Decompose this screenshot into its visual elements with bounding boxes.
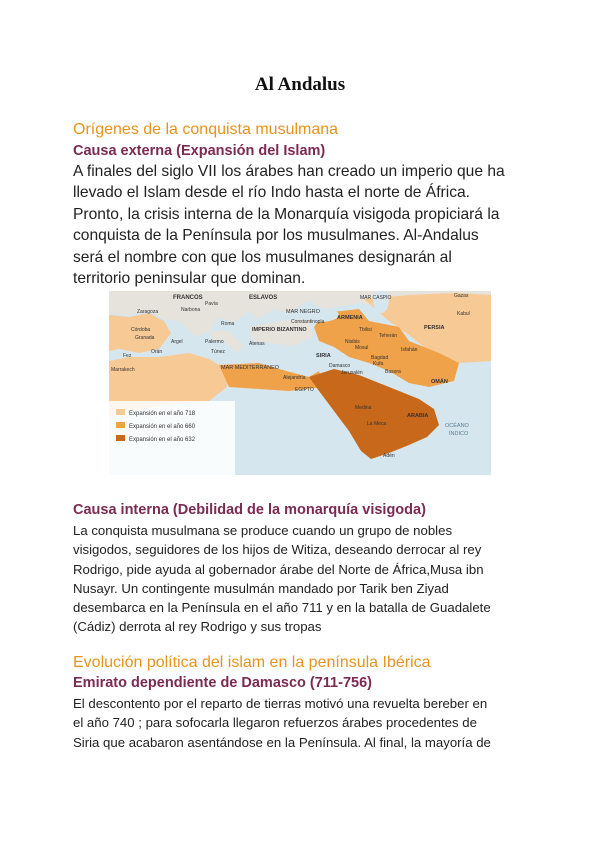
- map-label-oceano: OCÉANO: [445, 423, 469, 429]
- expansion-map: [109, 291, 491, 475]
- map-label-aden: Adén: [383, 453, 395, 459]
- map-label-damasco: Damasco: [329, 363, 351, 369]
- map-label-gazas: Gazas: [454, 293, 469, 299]
- legend-swatch-632: [116, 435, 125, 441]
- map-label-medina: Medina: [355, 405, 372, 411]
- text-line: (Cádiz) derrota al rey Rodrigo y sus tropas: [73, 619, 322, 635]
- legend-label-632: Expansión en el año 632: [129, 437, 196, 443]
- legend-swatch-660: [116, 422, 125, 428]
- map-label-mar-negro: MAR NEGRO: [286, 309, 320, 315]
- map-label-atenas: Atenas: [249, 341, 265, 347]
- text-line: A finales del siglo VII los árabes han creado un imperio que ha: [73, 163, 505, 180]
- map-label-egipto: EGIPTO: [295, 387, 314, 393]
- map-label-teheran: Teherán: [379, 333, 398, 339]
- map-label-roma: Roma: [221, 321, 235, 327]
- map-label-fez: Fez: [123, 353, 132, 359]
- map-label-bagdad: Bagdad: [371, 355, 389, 361]
- paragraph-causa-externa: [73, 161, 523, 289]
- text-line: La conquista musulmana se produce cuando un grupo de nobles: [73, 523, 453, 538]
- legend-label-660: Expansión en el año 660: [129, 424, 196, 430]
- text-line: visigodos, seguidores de los hijos de Witiza, deseando derrocar al rey: [73, 542, 482, 558]
- text-line: Pronto, la crisis interna de la Monarquía visigoda propiciará la: [73, 205, 500, 223]
- text-line: Nusayr. Un contingente musulmán mandado por Tarik ben Ziyad: [73, 580, 449, 596]
- map-label-kufa: Kufa: [373, 361, 384, 367]
- map-label-cordoba: Córdoba: [131, 327, 151, 333]
- map-label-marrakech: Marrakech: [111, 367, 135, 373]
- map-label-imperio-bizantino: IMPERIO BIZANTINO: [252, 327, 307, 333]
- subheading-causa-interna: Causa interna (Debilidad de la monarquía visigoda): [73, 502, 426, 518]
- map-label-oman: OMÁN: [431, 379, 448, 385]
- map-label-isfahan: Isfahán: [401, 347, 418, 353]
- text-line: será el nombre con que los musulmanes designarán al: [73, 248, 452, 266]
- text-line: llevado el Islam desde el río Indo hasta el norte de África.: [73, 184, 471, 202]
- section-heading-origenes: Orígenes de la conquista musulmana: [73, 121, 339, 138]
- map-label-zaragoza: Zaragoza: [137, 309, 159, 315]
- map-label-palermo: Palermo: [205, 339, 224, 345]
- section-heading-evolucion: Evolución política del islam en la península Ibérica: [73, 654, 431, 671]
- map-label-tunez: Túnez: [211, 349, 225, 355]
- text-line: desembarca en la Península en el año 711 y en la batalla de Guadalete: [73, 600, 491, 616]
- text-line: Rodrigo, pide ayuda al gobernador árabe del Norte de África,Musa ibn: [73, 561, 484, 577]
- map-label-tbilisi: Tbilisi: [359, 327, 372, 333]
- paragraph-emirato: [73, 694, 523, 752]
- map-label-argel: Argel: [171, 339, 183, 345]
- map-label-mar-mediterraneo: MAR MEDITERRÁNEO: [221, 365, 280, 371]
- map-label-indico: ÍNDICO: [449, 431, 469, 437]
- map-label-persia: PERSIA: [424, 325, 445, 331]
- map-label-narbona: Narbona: [181, 307, 201, 313]
- map-label-constantinopla: Constantinopla: [291, 319, 325, 325]
- text-line: El descontento por el reparto de tierras motivó una revuelta bereber en: [73, 696, 488, 711]
- paragraph-causa-interna: [73, 521, 523, 637]
- legend-label-718: Expansión en el año 718: [129, 411, 196, 417]
- subheading-emirato: Emirato dependiente de Damasco (711-756): [73, 675, 372, 691]
- map-label-kabul: Kabul: [457, 311, 470, 317]
- map-label-mar-caspio: MAR CASPIO: [360, 295, 392, 301]
- map-label-siria: SIRIA: [316, 353, 331, 359]
- text-line: conquista de la Península por los musulmanes. Al-Andalus: [73, 227, 479, 245]
- subheading-causa-externa: Causa externa (Expansión del Islam): [73, 143, 326, 159]
- map-label-la-meca: La Meca: [367, 421, 387, 427]
- map-label-nisibis: Nisibis: [345, 339, 360, 345]
- map-label-oran: Orán: [151, 349, 163, 355]
- map-label-granada: Granada: [135, 335, 155, 341]
- map-label-arabia: ARABIA: [407, 413, 429, 419]
- map-label-alejandria: Alejandría: [283, 375, 306, 381]
- map-label-armenia: ARMENIA: [337, 315, 363, 321]
- map-label-francos: FRANCOS: [173, 295, 203, 301]
- map-label-eslavos: ESLAVOS: [249, 295, 278, 301]
- text-line: Siria que acabaron asentándose en la Península. Al final, la mayoría de: [73, 734, 491, 750]
- map-label-basora: Basora: [385, 369, 401, 375]
- legend-swatch-718: [116, 409, 125, 415]
- map-label-pavia: Pavía: [205, 301, 218, 307]
- page-title: Al Andalus: [254, 74, 346, 95]
- text-line: territorio peninsular que dominan.: [73, 270, 306, 288]
- map-label-jerusalen: Jerusalén: [341, 370, 363, 376]
- text-line: el año 740 ; para sofocarla llegaron refuerzos árabes procedentes de: [73, 715, 477, 731]
- map-label-mosul: Mosul: [355, 345, 369, 351]
